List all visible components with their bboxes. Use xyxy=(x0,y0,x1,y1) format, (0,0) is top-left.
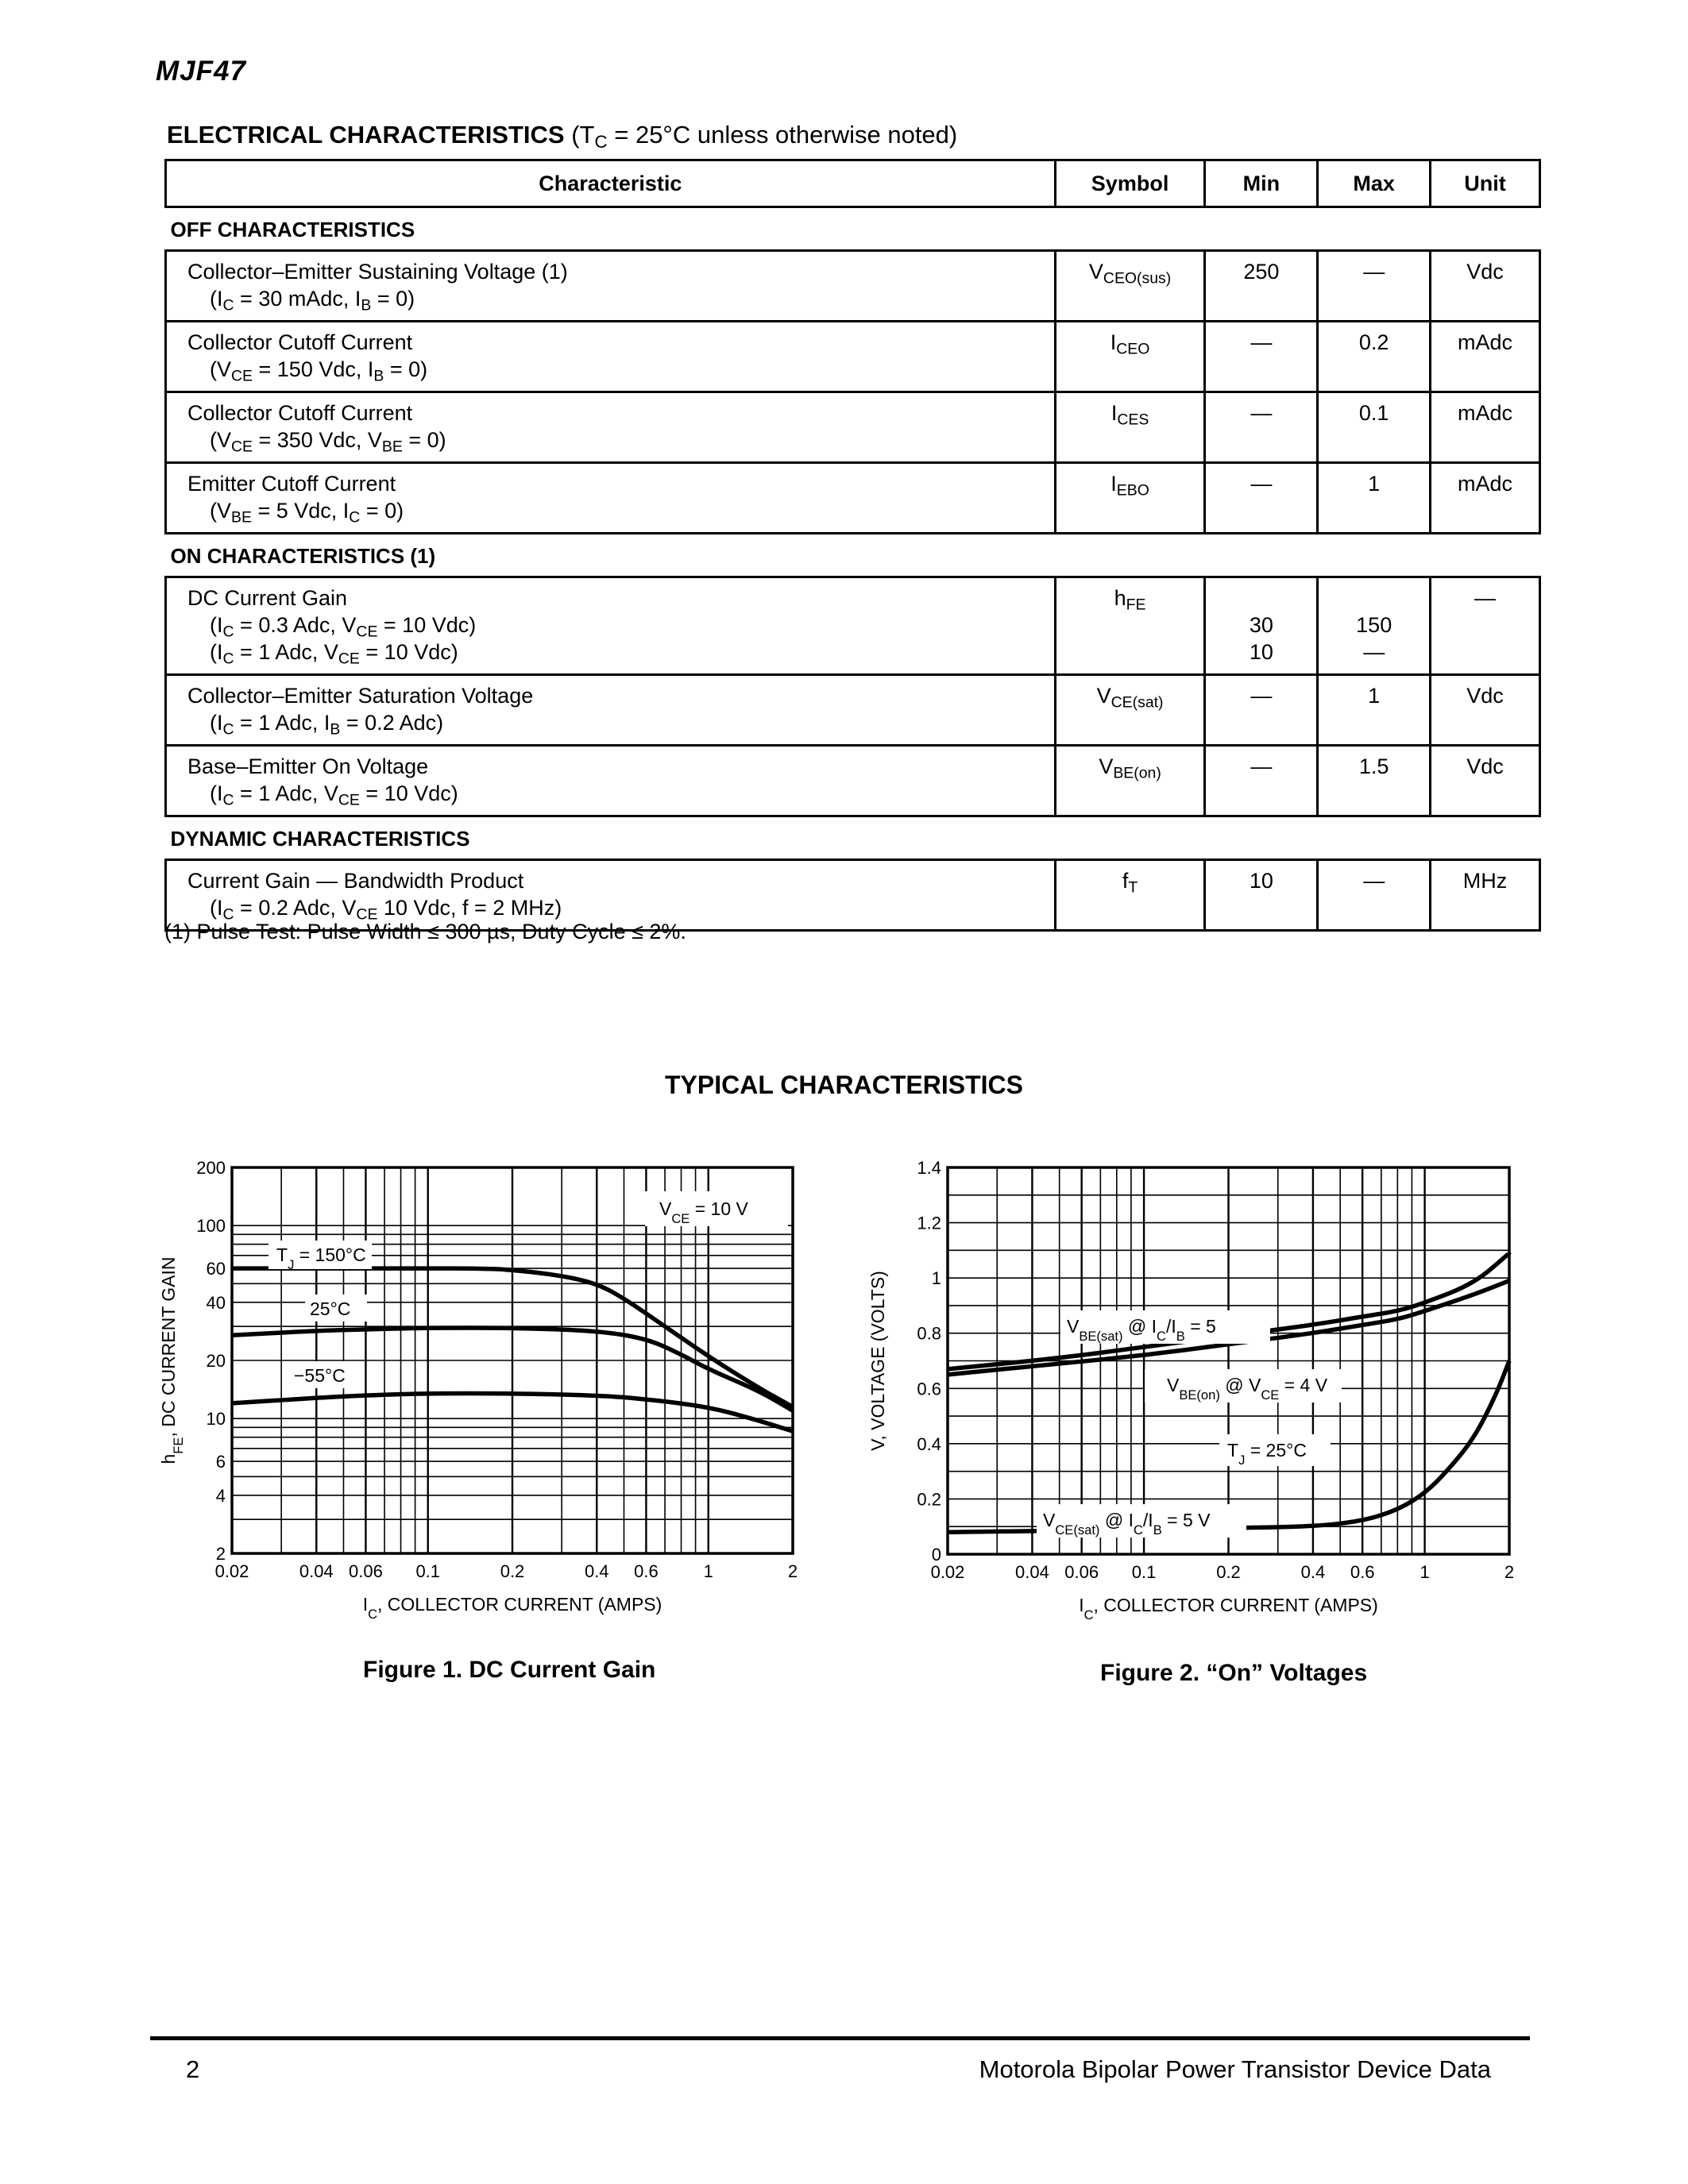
x-tick-label: 0.2 xyxy=(1216,1562,1241,1582)
group-row xyxy=(166,816,1540,860)
y-tick-label: 200 xyxy=(196,1158,226,1178)
row-min: 250 xyxy=(1205,251,1318,322)
row-min: 30 10 xyxy=(1205,577,1318,675)
row-symbol: $f_T$ xyxy=(1055,860,1205,931)
x-tick-label: 0.1 xyxy=(415,1561,441,1581)
header-min: Min xyxy=(1205,160,1318,207)
table-row xyxy=(166,392,1540,463)
y-tick-label: 100 xyxy=(196,1216,226,1237)
annotation-vbe-on: $V_{BE(on)}$ @ $V_{CE} = 4$ V xyxy=(1167,1375,1328,1403)
row-unit: mAdc xyxy=(1431,322,1540,392)
footer-rule xyxy=(150,2036,1530,2040)
page-number: 2 xyxy=(186,2055,200,2083)
row-min: — xyxy=(1205,675,1318,746)
header-max: Max xyxy=(1318,160,1431,207)
x-tick-label: 0.1 xyxy=(1131,1562,1157,1582)
row-unit: Vdc xyxy=(1431,675,1540,746)
y-axis-title: V, VOLTAGE (VOLTS) xyxy=(867,1271,888,1451)
dc-current-gain-chart xyxy=(151,1160,834,1652)
typical-characteristics-title: TYPICAL CHARACTERISTICS xyxy=(665,1071,1023,1099)
x-axis-title: $I_C$, COLLECTOR CURRENT (AMPS) xyxy=(362,1594,662,1622)
table-row xyxy=(166,746,1540,816)
row-min: 10 xyxy=(1205,860,1318,931)
group-off: OFF CHARACTERISTICS xyxy=(166,207,1540,251)
row-characteristic: Current Gain — Bandwidth Product ($I_C = 0.2$ Adc, $V_{CE}$ 10 Vdc, f = 2 MHz) xyxy=(166,860,1056,931)
x-tick-label: 0.06 xyxy=(349,1561,383,1581)
row-max: 1.5 xyxy=(1318,746,1431,816)
x-tick-label: 1 xyxy=(703,1561,713,1581)
row-max: 0.1 xyxy=(1318,392,1431,463)
y-tick-label: 0.2 xyxy=(917,1489,941,1510)
annotation-vbe-sat: $V_{BE(sat)}$ @ $I_C/I_B = 5$ xyxy=(1067,1316,1216,1344)
annotation-tj-150c: $T_J = 150^\circ C$ xyxy=(276,1244,366,1272)
x-tick-label: 0.2 xyxy=(500,1561,525,1581)
y-tick-label: 0 xyxy=(931,1545,941,1565)
y-tick-label: 1.4 xyxy=(917,1158,941,1178)
row-min: — xyxy=(1205,463,1318,534)
x-tick-label: 0.04 xyxy=(299,1561,334,1581)
x-tick-label: 0.4 xyxy=(1300,1562,1326,1582)
y-tick-label: 10 xyxy=(206,1409,226,1430)
x-tick-label: 0.4 xyxy=(584,1561,609,1581)
x-tick-label: 0.02 xyxy=(214,1561,249,1581)
table-row xyxy=(166,463,1540,534)
chart-labels xyxy=(158,1158,798,1622)
title-bold: ELECTRICAL CHARACTERISTICS xyxy=(167,121,565,149)
on-voltages-chart xyxy=(867,1158,1553,1652)
x-tick-label: 0.02 xyxy=(930,1562,965,1582)
x-tick-label: 0.06 xyxy=(1064,1562,1099,1582)
annotation-minus55c: −55°C xyxy=(294,1365,346,1386)
x-tick-label: 2 xyxy=(787,1561,798,1581)
row-unit: Vdc xyxy=(1431,746,1540,816)
row-characteristic: Base–Emitter On Voltage ($I_C = 1$ Adc, $V_{CE} = 10$ Vdc) xyxy=(166,746,1056,816)
row-min: — xyxy=(1205,746,1318,816)
row-characteristic: Collector–Emitter Sustaining Voltage (1) ($I_C = 30$ mAdc, $I_B = 0$) xyxy=(166,251,1056,322)
row-max: 1 xyxy=(1318,675,1431,746)
row-symbol: $h_{FE}$ xyxy=(1055,577,1205,675)
row-max: 0.2 xyxy=(1318,322,1431,392)
chart-labels xyxy=(867,1158,1514,1623)
row-unit: MHz xyxy=(1431,860,1540,931)
annotation-vce-sat: $V_{CE(sat)}$ @ $I_C/I_B = 5$ V xyxy=(1043,1510,1211,1538)
header-symbol: Symbol xyxy=(1055,160,1205,207)
annotation-25c: 25°C xyxy=(310,1298,351,1319)
row-symbol: $I_{EBO}$ xyxy=(1055,463,1205,534)
y-tick-label: 60 xyxy=(206,1259,226,1279)
annotation-vce: $V_{CE} = 10$ V xyxy=(659,1198,748,1226)
row-min: — xyxy=(1205,392,1318,463)
figure-1-caption: Figure 1. DC Current Gain xyxy=(363,1657,656,1683)
row-unit: mAdc xyxy=(1431,463,1540,534)
y-tick-label: 40 xyxy=(206,1292,226,1313)
table-row xyxy=(166,251,1540,322)
row-max: 1 xyxy=(1318,463,1431,534)
annotation-tj: $T_J = 25^\circ C$ xyxy=(1227,1440,1307,1468)
footer-title: Motorola Bipolar Power Transistor Device Data xyxy=(979,2055,1491,2083)
x-axis-title: $I_C$, COLLECTOR CURRENT (AMPS) xyxy=(1079,1595,1378,1623)
electrical-characteristics-title xyxy=(167,121,958,152)
row-symbol: $V_{CEO(sus)}$ xyxy=(1055,251,1205,322)
table-row xyxy=(166,322,1540,392)
row-characteristic: Collector Cutoff Current ($V_{CE} = 350$ Vdc, $V_{BE} = 0$) xyxy=(166,392,1056,463)
row-characteristic: Emitter Cutoff Current ($V_{BE} = 5$ Vdc, $I_C = 0$) xyxy=(166,463,1056,534)
table-row xyxy=(166,577,1540,675)
row-unit: Vdc xyxy=(1431,251,1540,322)
y-tick-label: 0.4 xyxy=(917,1433,941,1454)
row-symbol: $V_{CE(sat)}$ xyxy=(1055,675,1205,746)
y-tick-label: 6 xyxy=(215,1452,226,1472)
y-tick-label: 0.6 xyxy=(917,1379,941,1399)
row-characteristic: Collector Cutoff Current ($V_{CE} = 150$ Vdc, $I_B = 0$) xyxy=(166,322,1056,392)
row-max: 150 — xyxy=(1318,577,1431,675)
y-tick-label: 20 xyxy=(206,1351,226,1371)
row-symbol: $V_{BE(on)}$ xyxy=(1055,746,1205,816)
y-tick-label: 4 xyxy=(215,1485,226,1506)
row-characteristic: Collector–Emitter Saturation Voltage ($I_C = 1$ Adc, $I_B = 0.2$ Adc) xyxy=(166,675,1056,746)
x-tick-label: 1 xyxy=(1420,1562,1430,1582)
y-tick-label: 1 xyxy=(931,1268,941,1289)
y-axis-title: $h_{FE}$, DC CURRENT GAIN xyxy=(158,1256,186,1464)
header-characteristic: Characteristic xyxy=(166,160,1056,207)
header-unit: Unit xyxy=(1431,160,1540,207)
x-tick-label: 0.6 xyxy=(634,1561,659,1581)
y-tick-label: 0.8 xyxy=(917,1323,941,1344)
group-on: ON CHARACTERISTICS (1) xyxy=(166,534,1540,577)
x-tick-label: 0.6 xyxy=(1350,1562,1375,1582)
figure-2-caption: Figure 2. “On” Voltages xyxy=(1100,1660,1368,1686)
row-max: — xyxy=(1318,860,1431,931)
y-tick-label: 1.2 xyxy=(917,1213,941,1233)
electrical-characteristics-table xyxy=(164,159,1541,932)
row-symbol: $I_{CES}$ xyxy=(1055,392,1205,463)
group-row xyxy=(166,534,1540,577)
row-unit: mAdc xyxy=(1431,392,1540,463)
row-symbol: $I_{CEO}$ xyxy=(1055,322,1205,392)
row-characteristic: DC Current Gain ($I_C = 0.3$ Adc, $V_{CE} = 10$ Vdc) ($I_C = 1$ Adc, $V_{CE} = 10$ Vdc) xyxy=(166,577,1056,675)
x-tick-label: 0.04 xyxy=(1015,1562,1049,1582)
table-header-row xyxy=(166,160,1540,207)
table-row xyxy=(166,675,1540,746)
row-max: — xyxy=(1318,251,1431,322)
x-tick-label: 2 xyxy=(1504,1562,1515,1582)
title-paren: ($T_C = 25^\circ C$ unless otherwise noted) xyxy=(571,121,958,152)
row-unit: — xyxy=(1431,577,1540,675)
group-row xyxy=(166,207,1540,251)
group-dynamic: DYNAMIC CHARACTERISTICS xyxy=(166,816,1540,860)
row-min: — xyxy=(1205,322,1318,392)
part-number: MJF47 xyxy=(156,56,246,87)
footnote: (1) Pulse Test: Pulse Width ≤ 300 µs, Duty Cycle ≤ 2%. xyxy=(164,920,686,943)
y-tick-label: 2 xyxy=(215,1544,226,1564)
